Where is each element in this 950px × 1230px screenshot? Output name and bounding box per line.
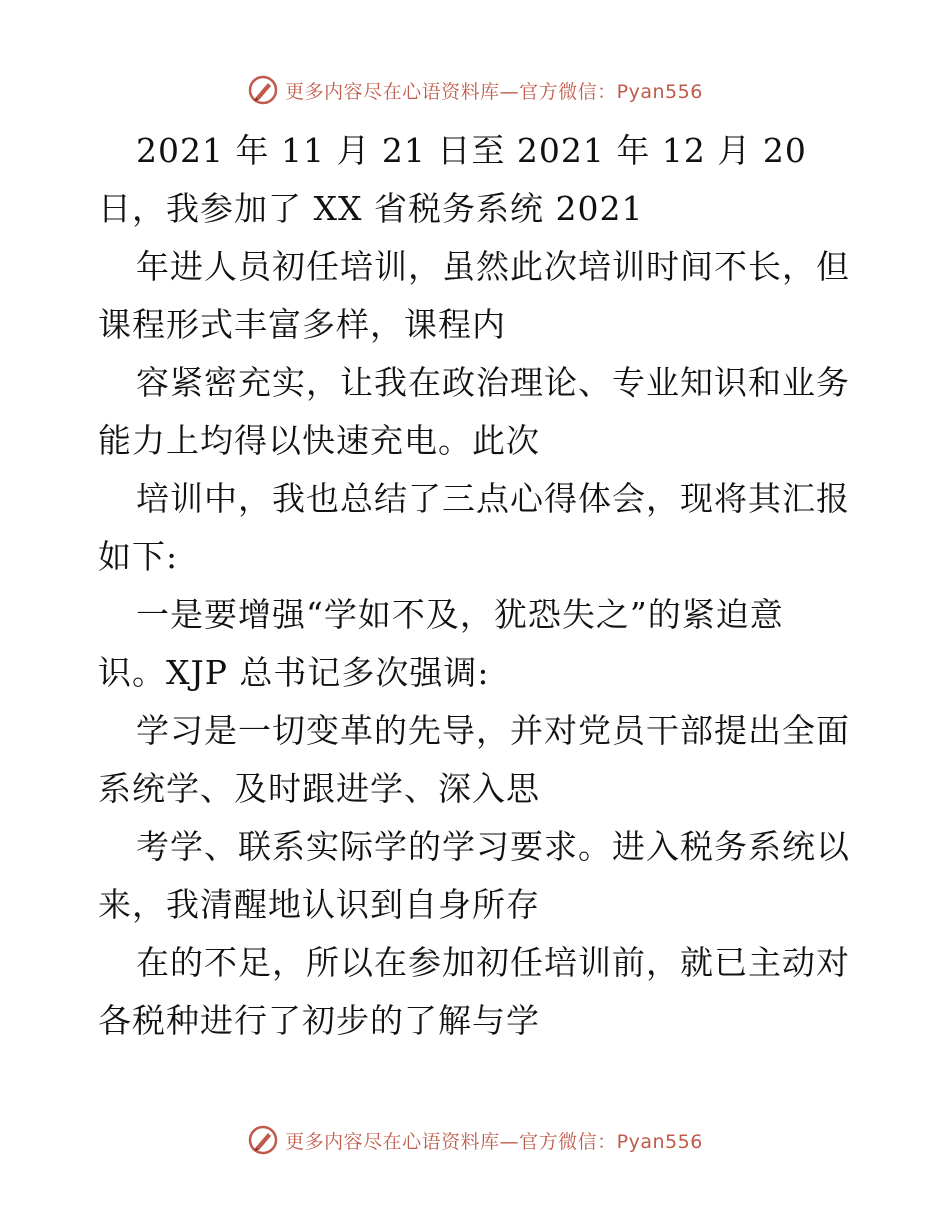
text-line: 考学、联系实际学的学习要求。进入税务系统以 <box>136 827 850 866</box>
text-line: 课程形式丰富多样，课程内 <box>98 305 506 344</box>
header-watermark-text: 更多内容尽在心语资料库—官方微信：Pyan556 <box>285 80 703 103</box>
text-line: 日，我参加了 XX 省税务系统 2021 <box>98 189 644 228</box>
text-line: 在的不足，所以在参加初任培训前，就已主动对 <box>136 943 850 982</box>
text-line: 系统学、及时跟进学、深入思 <box>98 769 540 808</box>
footer-watermark <box>0 1120 950 1160</box>
footer-watermark-text: 更多内容尽在心语资料库—官方微信：Pyan556 <box>285 1130 703 1153</box>
pen-logo-icon <box>247 1124 279 1156</box>
text-line: 一是要增强“学如不及，犹恐失之”的紧迫意 <box>136 595 784 634</box>
document-body <box>98 122 858 1050</box>
text-line: 识。XJP 总书记多次强调: <box>98 653 490 692</box>
text-line: 学习是一切变革的先导，并对党员干部提出全面 <box>136 711 850 750</box>
text-line: 培训中，我也总结了三点心得体会，现将其汇报 <box>136 479 850 518</box>
text-line: 年进人员初任培训，虽然此次培训时间不长，但 <box>136 247 850 286</box>
text-line: 来，我清醒地认识到自身所存 <box>98 885 540 924</box>
text-line: 2021 年 11 月 21 日至 2021 年 12 月 20 <box>136 131 807 170</box>
pen-logo-icon <box>247 74 279 106</box>
text-line: 能力上均得以快速充电。此次 <box>98 421 540 460</box>
text-line: 容紧密充实，让我在政治理论、专业知识和业务 <box>136 363 850 402</box>
header-watermark <box>0 70 950 110</box>
text-line: 各税种进行了初步的了解与学 <box>98 1001 540 1040</box>
text-line: 如下: <box>98 537 179 576</box>
